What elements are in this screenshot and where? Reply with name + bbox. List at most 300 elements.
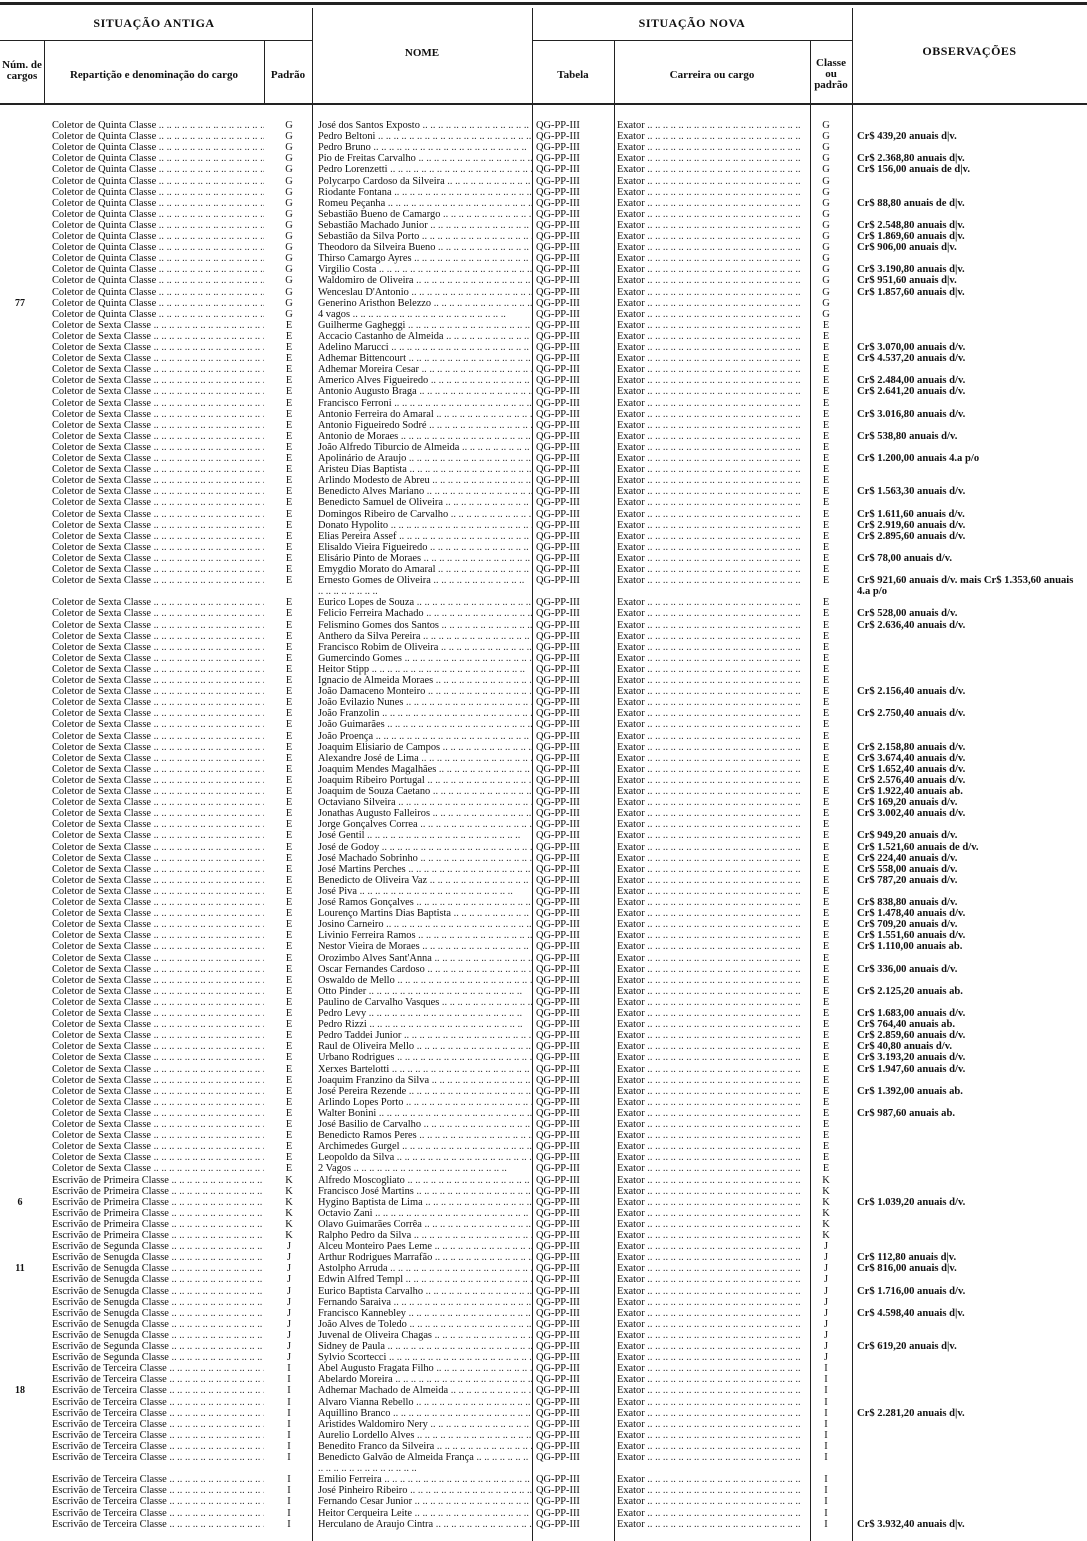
cell-observacao: Cr$ 1.652,40 anuais d/v. — [857, 763, 966, 775]
cell-observacao: Cr$ 169,20 anuais d/v. — [857, 797, 958, 809]
cell-cargo: Coletor de Sexta Classe .. .. — [52, 342, 264, 353]
cell-carreira: Exator .. .. — [617, 975, 809, 986]
cell-tabela: QG-PP-III — [536, 1096, 580, 1108]
cell-cargo: Coletor de Sexta Classe .. .. — [52, 764, 264, 775]
cell-tabela: QG-PP-III — [536, 1440, 580, 1452]
cell-classe: E — [822, 619, 830, 631]
cell-tabela: QG-PP-III — [536, 1452, 580, 1463]
table-row — [0, 287, 1087, 298]
cell-carreira: Exator .. .. — [617, 142, 809, 153]
cell-carreira: Exator .. .. — [617, 497, 809, 508]
cell-carreira: Exator .. .. — [617, 198, 809, 209]
cell-padrao: I — [287, 1396, 291, 1408]
cell-cargo: Coletor de Quinta Classe .. .. — [52, 298, 264, 309]
cell-tabela: QG-PP-III — [536, 730, 580, 742]
cell-cargo: Coletor de Sexta Classe .. .. — [52, 520, 264, 531]
cell-carreira: Exator .. .. — [617, 1230, 809, 1241]
cell-classe: G — [822, 231, 830, 242]
cell-classe: E — [822, 1008, 830, 1019]
cell-classe: E — [822, 675, 830, 686]
cell-carreira: Exator .. .. — [617, 964, 809, 975]
cell-cargo: Coletor de Sexta Classe .. .. — [52, 886, 264, 897]
cell-tabela: QG-PP-III — [536, 1074, 580, 1086]
cell-cargo: Escrivão de Terceira Classe .. .. — [52, 1485, 264, 1496]
cell-carreira: Exator .. .. — [617, 597, 809, 608]
cell-nome: José Machado Sobrinho .. .. — [318, 853, 532, 864]
cell-padrao: J — [286, 1352, 292, 1364]
cell-carreira: Exator .. .. — [617, 1052, 809, 1063]
cell-cargo: Coletor de Sexta Classe .. .. — [52, 875, 264, 886]
cell-carreira: Exator .. .. — [617, 1019, 809, 1030]
cell-padrao: E — [285, 686, 293, 698]
cell-tabela: QG-PP-III — [536, 808, 580, 820]
cell-tabela: QG-PP-III — [536, 830, 580, 842]
header-classe: Classe ou padrão — [814, 57, 848, 91]
table-row — [0, 1141, 1087, 1152]
cell-nome: Astolpho Arruda .. .. — [318, 1263, 532, 1274]
table-row — [0, 153, 1087, 164]
cell-carreira: Exator .. .. — [617, 1163, 809, 1174]
table-row — [0, 231, 1087, 242]
cell-classe: E — [822, 1130, 830, 1142]
cell-padrao: E — [285, 541, 293, 553]
cell-carreira: Exator .. .. — [617, 353, 809, 364]
cell-cargo: Coletor de Sexta Classe .. .. — [52, 719, 264, 730]
table-row — [0, 975, 1087, 986]
cell-tabela: QG-PP-III — [536, 774, 580, 786]
table-row — [0, 708, 1087, 719]
cell-tabela: QG-PP-III — [536, 852, 580, 864]
cell-tabela: QG-PP-III — [536, 1407, 580, 1419]
cell-classe: I — [824, 1507, 828, 1519]
cell-tabela: QG-PP-III — [536, 519, 580, 531]
cell-cargo: Escrivão de Senugda Classe .. .. — [52, 1330, 264, 1341]
cell-padrao: J — [286, 1263, 292, 1275]
cell-padrao: E — [285, 797, 293, 809]
cell-carreira: Exator .. .. — [617, 1041, 809, 1052]
cell-cargo: Escrivão de Terceira Classe .. .. — [52, 1419, 264, 1430]
cell-classe: E — [822, 342, 830, 353]
table-row — [0, 442, 1087, 453]
table-row — [0, 1397, 1087, 1408]
table-row — [0, 964, 1087, 975]
cell-nome: Sebastião da Silva Porto .. .. — [318, 231, 532, 242]
cell-tabela: QG-PP-III — [536, 1141, 580, 1153]
cell-classe: J — [823, 1352, 829, 1364]
cell-classe: E — [822, 663, 830, 675]
cell-nome: Xerxes Bartelotti .. .. — [318, 1064, 532, 1075]
cell-cargo: Coletor de Sexta Classe .. .. — [52, 775, 264, 786]
cell-observacao: Cr$ 78,00 anuais d/v. — [857, 552, 953, 564]
cell-cargo: Coletor de Sexta Classe .. .. — [52, 509, 264, 520]
cell-cargo: Coletor de Sexta Classe .. .. — [52, 364, 264, 375]
cell-cargo: Escrivão de Senugda Classe .. .. — [52, 1274, 264, 1285]
cell-classe: E — [822, 552, 830, 564]
cell-classe: G — [822, 153, 830, 165]
cell-cargo: Escrivão de Terceira Classe .. .. — [52, 1519, 264, 1530]
cell-tabela: QG-PP-III — [536, 453, 580, 464]
cell-classe: J — [823, 1241, 829, 1253]
cell-cargo: Coletor de Sexta Classe .. .. — [52, 753, 264, 764]
cell-carreira: Exator .. .. — [617, 431, 809, 442]
cell-padrao: E — [285, 1041, 293, 1053]
cell-carreira: Exator .. .. — [617, 1208, 809, 1219]
cell-cargo: Coletor de Quinta Classe .. .. — [52, 309, 264, 320]
cell-tabela: QG-PP-III — [536, 231, 580, 242]
cell-classe: E — [822, 530, 830, 542]
cell-tabela: QG-PP-III — [536, 364, 580, 376]
cell-classe: E — [822, 874, 830, 886]
cell-padrao: E — [285, 342, 293, 353]
cell-tabela: QG-PP-III — [536, 1274, 580, 1286]
cell-cargo: Coletor de Sexta Classe .. .. — [52, 830, 264, 841]
cell-cargo: Escrivão de Senugda Classe .. .. — [52, 1297, 264, 1308]
cell-classe: E — [822, 453, 830, 464]
cell-tabela: QG-PP-III — [536, 131, 580, 143]
cell-padrao: J — [286, 1329, 292, 1341]
table-row — [0, 1408, 1087, 1419]
cell-nome: Lourenço Martins Dias Baptista .. .. — [318, 908, 532, 919]
table-row — [0, 1363, 1087, 1374]
cell-padrao: E — [285, 364, 293, 376]
cell-padrao: K — [285, 1185, 293, 1197]
header-new-situation: SITUAÇÃO NOVA — [638, 16, 746, 30]
cell-padrao: E — [285, 697, 293, 709]
cell-tabela: QG-PP-III — [536, 819, 580, 831]
cell-nome: Raul de Oliveira Mello .. .. — [318, 1041, 532, 1052]
cell-classe: G — [822, 186, 830, 198]
cell-cargo: Coletor de Sexta Classe .. .. — [52, 375, 264, 386]
table-row — [0, 564, 1087, 575]
cell-cargo: Coletor de Sexta Classe .. .. — [52, 853, 264, 864]
cell-nome: Theodoro da Silveira Bueno .. .. — [318, 242, 532, 253]
cell-padrao: E — [285, 597, 293, 609]
cell-observacao: Cr$ 987,60 anuais ab. — [857, 1107, 956, 1119]
cell-padrao: E — [285, 430, 293, 442]
table-row — [0, 1519, 1087, 1530]
cell-cargo: Coletor de Sexta Classe .. .. — [52, 1052, 264, 1063]
table-row — [0, 164, 1087, 175]
cell-carreira: Exator .. .. — [617, 287, 809, 298]
cell-classe: G — [822, 142, 830, 154]
cell-cargo: Coletor de Quinta Classe .. .. — [52, 242, 264, 253]
cell-nome: Aristeu Dias Baptista .. .. — [318, 464, 532, 475]
cell-tabela: QG-PP-III — [536, 375, 580, 387]
cell-padrao: G — [285, 286, 293, 298]
cell-nome: Adhemar Moreira Cesar .. .. — [318, 364, 532, 375]
cell-nome: João Franzolin .. .. — [318, 708, 532, 719]
table-row — [0, 198, 1087, 209]
cell-carreira: Exator .. .. — [617, 531, 809, 542]
cell-padrao: E — [285, 1107, 293, 1119]
cell-cargo: Coletor de Sexta Classe .. .. — [52, 941, 264, 952]
cell-tabela: QG-PP-III — [536, 952, 580, 964]
cell-carreira: Exator .. .. — [617, 298, 809, 309]
cell-tabela: QG-PP-III — [536, 1429, 580, 1441]
cell-tabela: QG-PP-III — [536, 708, 580, 720]
cell-padrao: E — [285, 952, 293, 964]
cell-tabela: QG-PP-III — [536, 1130, 580, 1142]
cell-carreira: Exator .. .. — [617, 731, 809, 742]
cell-classe: E — [822, 1163, 830, 1175]
cell-classe: E — [822, 575, 830, 587]
cell-padrao: E — [285, 774, 293, 786]
cell-nome: João Alves de Toledo .. .. — [318, 1319, 532, 1330]
cell-tabela: QG-PP-III — [536, 564, 580, 575]
cell-carreira: Exator .. .. — [617, 1097, 809, 1108]
cell-nome: Francisco José Martins .. .. — [318, 1186, 532, 1197]
cell-carreira: Exator .. .. — [617, 1197, 809, 1208]
cell-classe: G — [822, 264, 830, 276]
cell-padrao: G — [285, 120, 293, 131]
cell-cargo: Coletor de Quinta Classe .. .. — [52, 153, 264, 164]
cell-tabela: QG-PP-III — [536, 1163, 580, 1175]
cell-classe: I — [824, 1374, 828, 1386]
cell-observacao: Cr$ 2.158,80 anuais d/v. — [857, 741, 966, 753]
cell-nome: Adelino Marucci .. .. — [318, 342, 532, 353]
table-row — [0, 1197, 1087, 1208]
cell-padrao: E — [285, 519, 293, 531]
table-row — [0, 1108, 1087, 1119]
cell-nome: José Ramos Gonçalves .. .. — [318, 897, 532, 908]
cell-observacao: Cr$ 1.869,60 anuais d|v. — [857, 231, 965, 242]
header-nome: NOME — [404, 47, 440, 59]
cell-observacao: Cr$ 2.156,40 anuais d/v. — [857, 686, 966, 698]
cell-tabela: QG-PP-III — [536, 575, 580, 587]
cell-carreira: Exator .. .. — [617, 1075, 809, 1086]
cell-classe: E — [822, 1119, 830, 1130]
cell-nome: Domingos Ribeiro de Carvalho .. .. — [318, 509, 532, 520]
cell-nome: Alfredo Moscogliato .. .. — [318, 1175, 532, 1186]
cell-carreira: Exator .. .. — [617, 1274, 809, 1285]
cell-nome: João Damaceno Monteiro .. .. — [318, 686, 532, 697]
cell-nome: Arthur Rodrigues Marrafão .. .. — [318, 1252, 532, 1263]
cell-classe: E — [822, 508, 830, 520]
cell-tabela: QG-PP-III — [536, 1107, 580, 1119]
cell-tabela: QG-PP-III — [536, 641, 580, 653]
cell-cargo: Coletor de Sexta Classe .. .. — [52, 1141, 264, 1152]
cell-cargo: Escrivão de Senugda Classe .. .. — [52, 1252, 264, 1263]
cell-nome: Ignacio de Almeida Moraes .. .. — [318, 675, 532, 686]
cell-padrao: I — [287, 1429, 291, 1441]
cell-tabela: QG-PP-III — [536, 120, 580, 131]
cell-tabela: QG-PP-III — [536, 697, 580, 709]
cell-carreira: Exator .. .. — [617, 275, 809, 286]
cell-carreira: Exator .. .. — [617, 442, 809, 453]
table-row — [0, 1385, 1087, 1396]
cell-classe: K — [822, 1196, 830, 1208]
cell-observacao: Cr$ 921,60 anuais d/v. mais Cr$ 1.353,60 anuais 4.a p/o — [857, 575, 1074, 598]
cell-carreira: Exator .. .. — [617, 1496, 809, 1507]
cell-cargo: Escrivão de Senugda Classe .. .. — [52, 1286, 264, 1297]
cell-tabela: QG-PP-III — [536, 497, 580, 509]
cell-carreira: Exator .. .. — [617, 1485, 809, 1496]
table-row — [0, 364, 1087, 375]
cell-classe: E — [822, 786, 830, 797]
table-row — [0, 142, 1087, 153]
cell-padrao: E — [285, 386, 293, 398]
cell-cargo: Coletor de Sexta Classe .. .. — [52, 664, 264, 675]
cell-padrao: G — [285, 219, 293, 231]
table-row — [0, 453, 1087, 464]
cell-observacao: Cr$ 2.636,40 anuais d/v. — [857, 619, 966, 631]
cell-classe: I — [824, 1518, 828, 1530]
cell-classe: E — [822, 497, 830, 509]
cell-nome: Heitor Cerqueira Leite .. .. — [318, 1508, 532, 1519]
cell-observacao: Cr$ 336,00 anuais d/v. — [857, 963, 958, 975]
header-rule — [532, 40, 852, 41]
cell-carreira: Exator .. .. — [617, 209, 809, 220]
header-padrao: Padrão — [270, 69, 306, 81]
cell-carreira: Exator .. .. — [617, 1474, 809, 1485]
cell-cargo: Coletor de Sexta Classe .. .. — [52, 475, 264, 486]
cell-carreira: Exator .. .. — [617, 697, 809, 708]
cell-tabela: QG-PP-III — [536, 797, 580, 809]
cell-padrao: G — [285, 142, 293, 154]
cell-carreira: Exator .. .. — [617, 131, 809, 142]
cell-observacao: Cr$ 838,80 anuais d/v. — [857, 897, 958, 908]
cell-cargo: Coletor de Sexta Classe .. .. — [52, 1163, 264, 1174]
table-row — [0, 1274, 1087, 1285]
cell-cargo: Escrivão de Terceira Classe .. .. — [52, 1452, 264, 1463]
cell-cargo: Escrivão de Segunda Classe .. .. — [52, 1341, 264, 1352]
cell-classe: G — [822, 208, 830, 220]
table-row — [0, 1452, 1087, 1474]
table-row — [0, 1297, 1087, 1308]
cell-classe: E — [822, 397, 830, 409]
table-row — [0, 1075, 1087, 1086]
cell-nome: Aquillino Branco .. .. — [318, 1408, 532, 1419]
table-row — [0, 1019, 1087, 1030]
cell-padrao: E — [285, 1119, 293, 1130]
cell-tabela: QG-PP-III — [536, 1152, 580, 1164]
cell-classe: E — [822, 863, 830, 875]
cell-cargo: Coletor de Quinta Classe .. .. — [52, 231, 264, 242]
cell-carreira: Exator .. .. — [617, 1319, 809, 1330]
cell-observacao: Cr$ 1.857,60 anuais d|v. — [857, 286, 965, 298]
cell-cargo: Coletor de Sexta Classe .. .. — [52, 597, 264, 608]
cell-classe: E — [822, 885, 830, 897]
cell-nome: Elisaldo Vieira Figueiredo .. .. — [318, 542, 532, 553]
cell-cargo: Coletor de Sexta Classe .. .. — [52, 542, 264, 553]
cell-tabela: QG-PP-III — [536, 919, 580, 931]
cell-padrao: E — [285, 530, 293, 542]
cell-tabela: QG-PP-III — [536, 741, 580, 753]
cell-cargo: Coletor de Sexta Classe .. .. — [52, 642, 264, 653]
cell-padrao: E — [285, 652, 293, 664]
cell-nome: Sebastião Bueno de Camargo .. .. — [318, 209, 532, 220]
cell-nome: Joaquim Ribeiro Portugal .. .. — [318, 775, 532, 786]
cell-nome: Adhemar Machado de Almeida .. .. — [318, 1385, 532, 1396]
cell-padrao: G — [285, 164, 293, 176]
table-row — [0, 675, 1087, 686]
cell-carreira: Exator .. .. — [617, 1374, 809, 1385]
cell-tabela: QG-PP-III — [536, 1185, 580, 1197]
table-row — [0, 1163, 1087, 1174]
table-row — [0, 797, 1087, 808]
cell-tabela: QG-PP-III — [536, 264, 580, 276]
cell-padrao: E — [285, 1052, 293, 1064]
cell-carreira: Exator .. .. — [617, 886, 809, 897]
cell-tabela: QG-PP-III — [536, 1496, 580, 1508]
cell-padrao: G — [285, 297, 293, 309]
cell-classe: I — [824, 1385, 828, 1397]
cell-carreira: Exator .. .. — [617, 331, 809, 342]
cell-nome: Jorge Gonçalves Correa .. .. — [318, 819, 532, 830]
cell-classe: I — [824, 1396, 828, 1408]
cell-padrao: E — [285, 1163, 293, 1175]
cell-tabela: QG-PP-III — [536, 597, 580, 609]
cell-observacao: Cr$ 619,20 anuais d|v. — [857, 1341, 957, 1352]
cell-carreira: Exator .. .. — [617, 941, 809, 952]
cell-tabela: QG-PP-III — [536, 908, 580, 920]
cell-cargo: Coletor de Sexta Classe .. .. — [52, 842, 264, 853]
cell-tabela: QG-PP-III — [536, 752, 580, 764]
cell-padrao: I — [287, 1496, 291, 1508]
cell-padrao: E — [285, 619, 293, 631]
cell-tabela: QG-PP-III — [536, 885, 580, 897]
cell-carreira: Exator .. .. — [617, 797, 809, 808]
table-row — [0, 1341, 1087, 1352]
cell-nome: Romeu Peçanha .. .. — [318, 198, 532, 209]
cell-padrao: E — [285, 996, 293, 1008]
cell-nome: Antonio de Moraes .. .. — [318, 431, 532, 442]
group-count: 11 — [15, 1263, 25, 1275]
cell-cargo: Escrivão de Terceira Classe .. .. — [52, 1430, 264, 1441]
cell-tabela: QG-PP-III — [536, 397, 580, 409]
cell-padrao: E — [285, 408, 293, 420]
cell-cargo: Coletor de Sexta Classe .. .. — [52, 731, 264, 742]
cell-classe: I — [824, 1452, 828, 1463]
cell-observacao: Cr$ 156,00 anuais de d|v. — [857, 164, 970, 176]
cell-classe: E — [822, 1074, 830, 1086]
cell-observacao: Cr$ 2.125,20 anuais ab. — [857, 985, 963, 997]
cell-padrao: E — [285, 885, 293, 897]
cell-padrao: E — [285, 919, 293, 931]
cell-cargo: Coletor de Sexta Classe .. .. — [52, 808, 264, 819]
cell-cargo: Coletor de Sexta Classe .. .. — [52, 1019, 264, 1030]
cell-padrao: E — [285, 930, 293, 942]
cell-cargo: Coletor de Sexta Classe .. .. — [52, 908, 264, 919]
table-row — [0, 253, 1087, 264]
cell-nome: Benedito Franco da Silveira .. .. — [318, 1441, 532, 1452]
cell-carreira: Exator .. .. — [617, 853, 809, 864]
group-count: 6 — [17, 1196, 23, 1208]
cell-cargo: Coletor de Sexta Classe .. .. — [52, 442, 264, 453]
cell-nome: Olavo Guimarães Corrêa .. .. — [318, 1219, 532, 1230]
cell-padrao: G — [285, 197, 293, 209]
cell-tabela: QG-PP-III — [536, 1196, 580, 1208]
cell-padrao: E — [285, 1074, 293, 1086]
cell-observacao: Cr$ 2.750,40 anuais d/v. — [857, 708, 966, 720]
cell-padrao: E — [285, 974, 293, 986]
cell-observacao: Cr$ 3.016,80 anuais d/v. — [857, 408, 966, 420]
cell-padrao: J — [286, 1307, 292, 1319]
cell-carreira: Exator .. .. — [617, 386, 809, 397]
cell-nome: Gumercindo Gomes .. .. — [318, 653, 532, 664]
cell-classe: J — [823, 1263, 829, 1275]
cell-nome: Apolinário de Araujo .. .. — [318, 453, 532, 464]
cell-tabela: QG-PP-III — [536, 1518, 580, 1530]
table-row — [0, 309, 1087, 320]
table-row — [0, 853, 1087, 864]
cell-carreira: Exator .. .. — [617, 1352, 809, 1363]
cell-padrao: E — [285, 641, 293, 653]
cell-cargo: Coletor de Sexta Classe .. .. — [52, 1041, 264, 1052]
cell-padrao: E — [285, 508, 293, 520]
cell-nome: Pedro Bruno .. .. — [318, 142, 532, 153]
header-old-situation: SITUAÇÃO ANTIGA — [93, 16, 215, 30]
